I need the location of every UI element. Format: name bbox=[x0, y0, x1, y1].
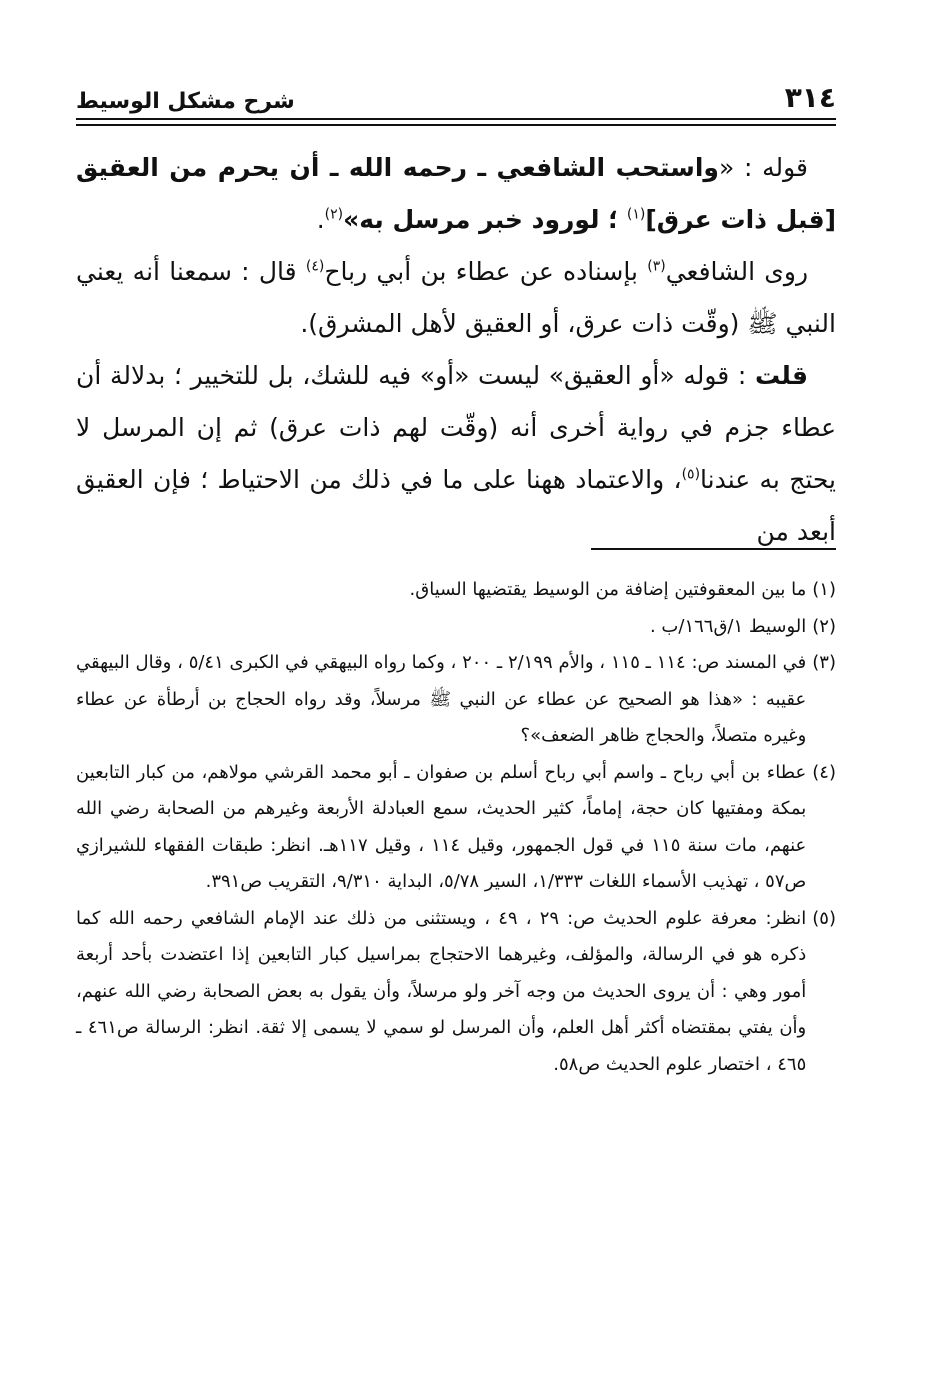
footnote-divider bbox=[591, 548, 836, 550]
footnote-ref-5: (٥) bbox=[681, 466, 701, 483]
footnote-5 bbox=[76, 901, 836, 1084]
narration-rest: قال : سمعنا أنه يعني النبي ﷺ (وقّت ذات عرق، أو العقيق لأهل المشرق). bbox=[76, 257, 836, 338]
running-title: شرح مشكل الوسيط bbox=[76, 89, 295, 114]
footnote-number: (٢) bbox=[812, 615, 836, 637]
footnote-3 bbox=[76, 645, 836, 755]
footnote-text: عطاء بن أبي رباح ـ واسم أبي رباح أسلم بن صفوان ـ أبو محمد القرشي مولاهم، من كبار التابعين بمكة ومفتيها كان حجة، إماماً، كثير الحديث، سمع العبادلة الأربعة وغيرهم من الصحابة رضي الله عنهم، مات سنة ١١٥ في قول الجمهور، وقيل ١١٤ ، وقيل ١١٧هـ. انظر: طبقات الفقهاء للشيرازي ص٥٧ ، تهذيب الأسماء اللغات ١/٣٣٣، السير ٥/٧٨، البداية ٩/٣١٠، التقريب ص٣٩١. bbox=[76, 761, 807, 892]
quote-text-start: واستحب الشافعي ـ رحمه الله ـ أن يحرم من العقيق [قبل ذات عرق] bbox=[76, 153, 836, 234]
main-text bbox=[76, 142, 836, 558]
page-number: ٣١٤ bbox=[784, 81, 836, 114]
footnote-1 bbox=[76, 572, 836, 609]
footnotes bbox=[76, 572, 836, 1083]
commentary-lead: قلت bbox=[754, 361, 808, 390]
paragraph-quote bbox=[76, 142, 836, 246]
footnote-text: الوسيط ١/ق١٦٦/ب . bbox=[649, 615, 807, 637]
footnote-4 bbox=[76, 755, 836, 901]
footnote-text: ما بين المعقوفتين إضافة من الوسيط يقتضيها السياق. bbox=[409, 579, 807, 600]
footnote-number: (١) bbox=[812, 579, 836, 600]
footnote-text: انظر: معرفة علوم الحديث ص: ٢٩ ، ٤٩ ، ويستثنى من ذلك عند الإمام الشافعي رحمه الله كما ذكره هو في الرسالة، والمؤلف، وغيرهما الاحتجاج بمراسيل كبار التابعين إذا اعتضدت بأحد أربعة أمور وهي : أن يروى الحديث من وجه آخر ولو مرسلاً، وأن يقول به بعض الصحابة رضي الله عنهم، وأن يفتي بمقتضاه أكثر أهل العلم، وأن المرسل لو سمي لا يسمى إلا ثقة. انظر: الرسالة ص٤٦١ ـ ٤٦٥ ، اختصار علوم الحديث ص٥٨. bbox=[76, 907, 807, 1075]
footnote-ref-3: (٣) bbox=[647, 258, 666, 275]
footnote-ref-2: (٢) bbox=[324, 206, 344, 223]
footnote-number: (٤) bbox=[812, 761, 836, 783]
paragraph-narration bbox=[76, 246, 836, 350]
page-header bbox=[76, 74, 836, 120]
footnote-number: (٥) bbox=[812, 907, 836, 929]
commentary-text: : قوله «أو العقيق» ليست «أو» فيه للشك، بل للتخيير ؛ بدلالة أن عطاء جزم في رواية أخرى أنه (وقّت لهم ذات عرق) ثم إن المرسل لا يحتج به عندنا bbox=[76, 361, 836, 494]
footnote-number: (٣) bbox=[812, 652, 836, 673]
narration-lead: روى الشافعي bbox=[665, 257, 809, 286]
narration-mid: بإسناده عن عطاء بن أبي رباح bbox=[324, 257, 648, 286]
commentary-rest: ، والاعتماد ههنا على ما في ذلك من الاحتياط ؛ فإن العقيق أبعد من bbox=[76, 465, 836, 546]
footnote-ref-4: (٤) bbox=[305, 258, 325, 275]
quote-tail: . bbox=[316, 205, 325, 234]
paragraph-commentary bbox=[76, 350, 836, 558]
footnote-2 bbox=[76, 609, 836, 646]
quote-text-end: ؛ لورود خبر مرسل به» bbox=[343, 205, 627, 234]
footnote-ref-1: (١) bbox=[626, 206, 646, 223]
quote-lead: قوله : « bbox=[718, 153, 808, 182]
footnote-text: في المسند ص: ١١٤ ـ ١١٥ ، والأم ٢/١٩٩ ـ ٢٠٠ ، وكما رواه البيهقي في الكبرى ٥/٤١ ، وقال البيهقي عقيبه : «هذا هو الصحيح عن عطاء عن النبي ﷺ مرسلاً، وقد رواه الحجاج بن أرطأة عن عطاء وغيره متصلاً، والحجاج ظاهر الضعف»؟ bbox=[76, 652, 807, 746]
